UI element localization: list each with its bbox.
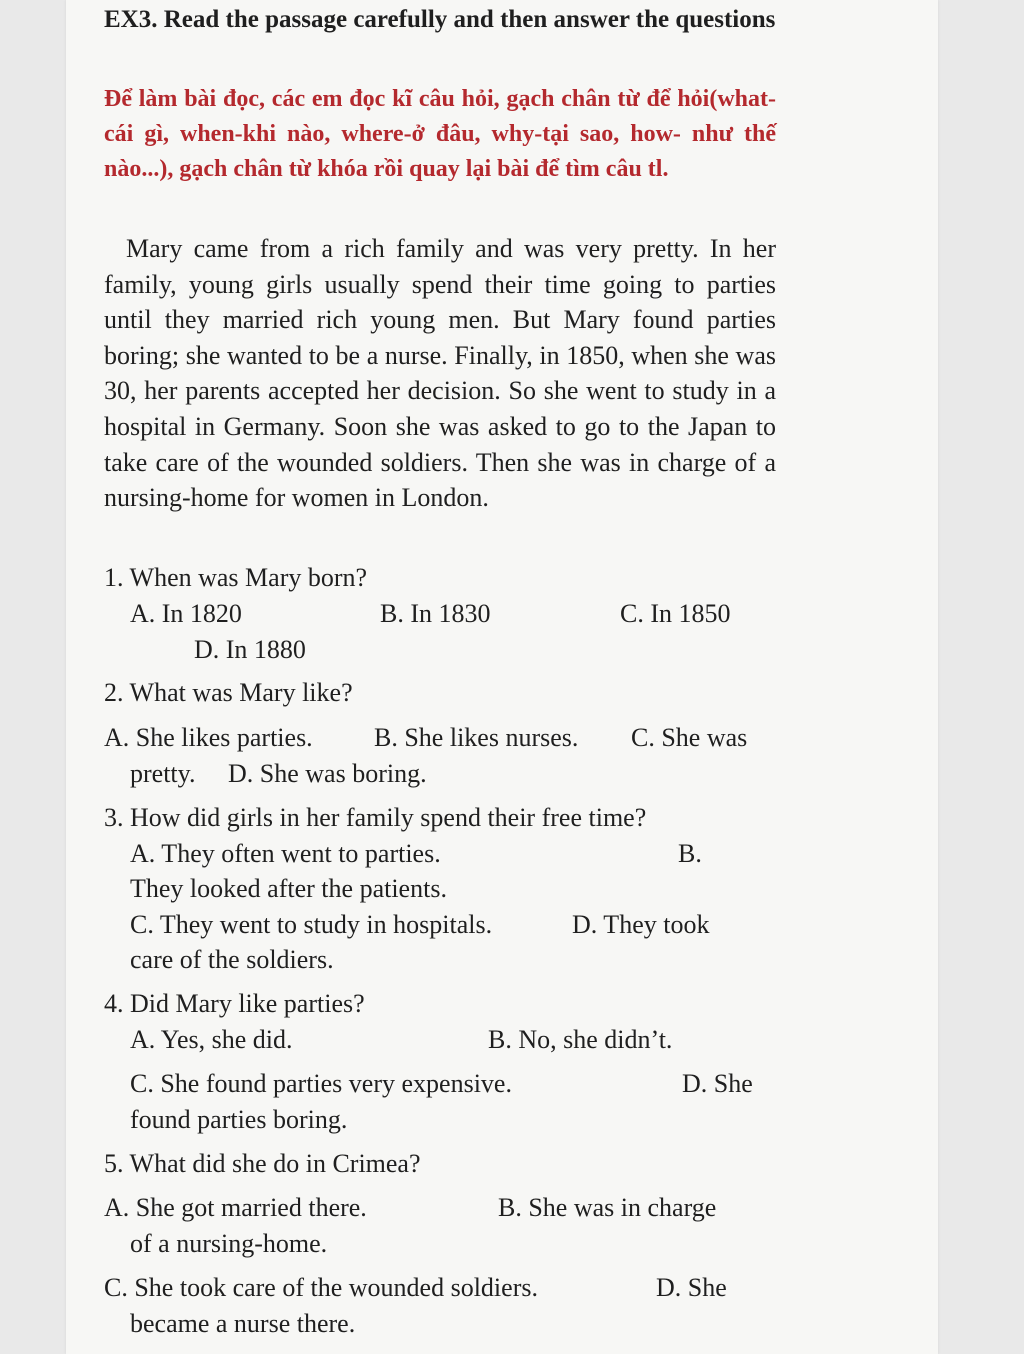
q2-option-c: C. She was bbox=[631, 723, 748, 752]
q4-option-c: C. She found parties very expensive. bbox=[130, 1069, 512, 1098]
question-5: 5. What did she do in Crimea? bbox=[104, 1149, 421, 1178]
question-1: 1. When was Mary born? bbox=[104, 563, 368, 592]
q3-option-c: C. They went to study in hospitals. bbox=[130, 910, 493, 939]
q4-option-d: D. She bbox=[682, 1069, 753, 1098]
q4-option-d-cont: found parties boring. bbox=[130, 1105, 348, 1134]
question-3: 3. How did girls in her family spend their free time? bbox=[104, 803, 647, 832]
q3-option-b-cont: They looked after the patients. bbox=[130, 874, 447, 903]
reading-passage: Mary came from a rich family and was very pretty. In her family, young girls usually spend their time going to parties until they married rich young men. But Mary found parties boring; she wanted to be a nurse. Finally, in 1850, when she was 30, her parents accepted her decision. So she went to study in a hospital in Germany. Soon she was asked to go to the Japan to take care of the wounded soldiers. Then she was in charge of a nursing-home for women in London. bbox=[104, 234, 776, 513]
q5-option-d: D. She bbox=[656, 1273, 727, 1302]
q5-option-b: B. She was in charge bbox=[498, 1193, 717, 1222]
q3-option-a: A. They often went to parties. bbox=[130, 839, 441, 868]
q1-option-b: B. In 1830 bbox=[380, 599, 491, 628]
q4-option-b: B. No, she didn’t. bbox=[488, 1025, 673, 1054]
q3-option-d-cont: care of the soldiers. bbox=[130, 945, 334, 974]
q1-option-d: D. In 1880 bbox=[194, 635, 306, 664]
q4-option-a: A. Yes, she did. bbox=[130, 1025, 293, 1054]
q1-option-a: A. In 1820 bbox=[130, 599, 242, 628]
q1-option-c: C. In 1850 bbox=[620, 599, 731, 628]
q5-option-b-cont: of a nursing-home. bbox=[130, 1229, 328, 1258]
question-4: 4. Did Mary like parties? bbox=[104, 989, 365, 1018]
q5-option-a: A. She got married there. bbox=[104, 1193, 367, 1222]
q2-option-b: B. She likes nurses. bbox=[374, 723, 579, 752]
q3-option-d: D. They took bbox=[572, 910, 710, 939]
q2-option-a: A. She likes parties. bbox=[104, 723, 313, 752]
q2-option-c-cont: pretty. bbox=[130, 759, 196, 788]
question-2: 2. What was Mary like? bbox=[104, 678, 353, 707]
exercise-instruction: Để làm bài đọc, các em đọc kĩ câu hỏi, gạch chân từ để hỏi(what-cái gì, when-khi nào, where-ở đâu, why-tại sao, how- như thế nào...), gạch chân từ khóa rồi quay lại bài để tìm câu tl. bbox=[104, 86, 776, 182]
q5-option-d-cont: became a nurse there. bbox=[130, 1309, 356, 1338]
q2-option-d: D. She was boring. bbox=[228, 759, 427, 788]
exercise-heading: EX3. Read the passage carefully and then answer the questions bbox=[104, 6, 776, 33]
q3-option-b: B. bbox=[678, 839, 702, 868]
q5-option-c: C. She took care of the wounded soldiers. bbox=[104, 1273, 538, 1302]
